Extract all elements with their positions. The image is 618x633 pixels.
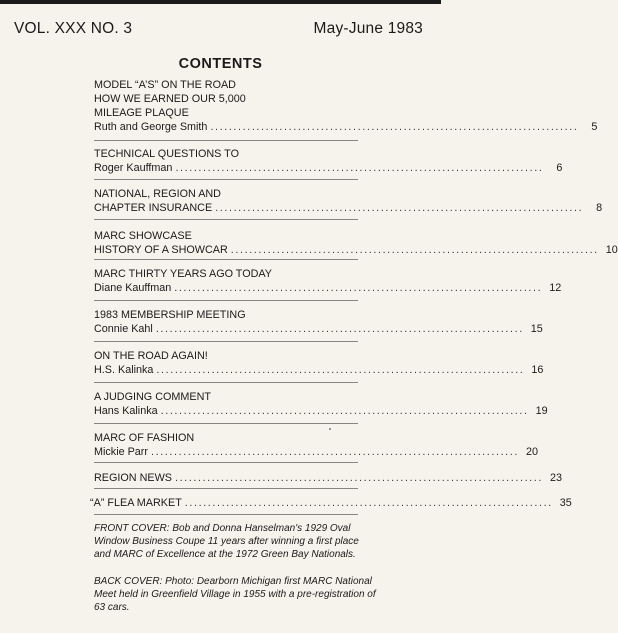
issue-date: May-June 1983 [313, 20, 423, 37]
entry-author: HISTORY OF A SHOWCAR [94, 244, 228, 256]
entry-title-line [94, 229, 352, 243]
entry-title-line [94, 147, 352, 161]
toc-entry[interactable] [94, 471, 562, 485]
entry-title: MILEAGE PLAQUE [94, 107, 189, 119]
entry-author-line [94, 120, 598, 134]
toc-entry[interactable] [94, 308, 543, 336]
toc-entry[interactable] [94, 78, 598, 134]
dot-leader: ................................................................................ [210, 121, 579, 133]
entry-author-line [94, 201, 603, 215]
entry-author: Diane Kauffman [94, 282, 172, 294]
entry-title: MARC OF FASHION [94, 432, 195, 444]
entry-title: TECHNICAL QUESTIONS TO [94, 148, 239, 160]
separator [94, 219, 358, 220]
dot-leader: ................................................................................ [175, 162, 544, 174]
back-cover-note: BACK COVER: Photo: Dearborn Michigan first MARC National Meet held in Greenfield Village in 1955 with a pre-registration of 63 cars. [94, 576, 376, 613]
entry-author-line [90, 496, 572, 510]
dot-leader: ................................................................................ [156, 364, 525, 376]
entry-author-line [94, 281, 562, 295]
entry-title: MARC SHOWCASE [94, 230, 192, 242]
entry-title-line [94, 308, 352, 322]
page-number: 19 [535, 405, 548, 417]
separator [94, 423, 358, 424]
separator [94, 462, 358, 463]
entry-author-line [94, 161, 563, 175]
entry-title-line [94, 78, 352, 92]
entry-author: CHAPTER INSURANCE [94, 202, 213, 214]
toc-entry[interactable] [94, 390, 548, 418]
contents-heading: CONTENTS [178, 56, 263, 72]
toc-entry[interactable] [90, 496, 572, 510]
entry-title: NATIONAL, REGION AND [94, 188, 221, 200]
toc-entry[interactable] [94, 229, 618, 257]
entry-author: Roger Kauffman [94, 162, 173, 174]
dot-leader: ................................................................................ [155, 323, 524, 335]
separator [94, 259, 358, 260]
entry-title-line [94, 106, 352, 120]
page-number: 20 [525, 446, 538, 458]
page-number: 10 [605, 244, 618, 256]
top-rule [0, 0, 441, 4]
entry-title: “A” FLEA MARKET [90, 497, 182, 509]
front-cover-note: FRONT COVER: Bob and Donna Hanselman's 1929 Oval Window Business Coupe 11 years after winning a first place and MARC of Excellence at the 1972 Green Bay Nationals. [94, 523, 359, 560]
entry-author: Ruth and George Smith [94, 121, 208, 133]
page-number: 35 [559, 497, 572, 509]
entry-title-line [94, 267, 352, 281]
toc-entry[interactable] [94, 187, 603, 215]
dot-leader: ................................................................................ [174, 472, 543, 484]
entry-author-line [94, 363, 544, 377]
page-number: 15 [530, 323, 543, 335]
separator [94, 341, 358, 342]
entry-author: Mickie Parr [94, 446, 148, 458]
toc-entry[interactable] [94, 431, 538, 459]
separator [94, 300, 358, 301]
dot-leader: ................................................................................ [230, 244, 599, 256]
entry-author: H.S. Kalinka [94, 364, 154, 376]
entry-title: REGION NEWS [94, 472, 172, 484]
page-number: 6 [556, 162, 563, 174]
page-number: 23 [549, 472, 562, 484]
page-number: 5 [591, 121, 598, 133]
volume-number: VOL. XXX NO. 3 [14, 20, 133, 37]
dot-leader: ................................................................................ [184, 497, 553, 509]
toc-entry[interactable] [94, 147, 563, 175]
entry-title: ON THE ROAD AGAIN! [94, 350, 208, 362]
separator [94, 488, 358, 489]
dot-leader: ................................................................................ [160, 405, 529, 417]
masthead [14, 20, 423, 38]
entry-title-line [94, 92, 352, 106]
page-number: 16 [531, 364, 544, 376]
separator [94, 382, 358, 383]
dot-leader: ................................................................................ [174, 282, 543, 294]
entry-author-line [94, 404, 548, 418]
separator [94, 179, 358, 180]
entry-title-line [94, 349, 352, 363]
entry-author-line [94, 322, 543, 336]
entry-title: A JUDGING COMMENT [94, 391, 211, 403]
page-number: 12 [549, 282, 562, 294]
entry-author: Connie Kahl [94, 323, 153, 335]
toc-entry[interactable] [94, 349, 544, 377]
dot-leader: ................................................................................ [151, 446, 519, 458]
entry-author: Hans Kalinka [94, 405, 158, 417]
entry-title-line [94, 431, 352, 445]
separator [94, 514, 358, 515]
entry-author-line [94, 471, 562, 485]
entry-author-line [94, 445, 538, 459]
paper-speck [329, 428, 331, 430]
page-number: 8 [596, 202, 603, 214]
entry-title: MODEL “A’S” ON THE ROAD [94, 79, 236, 91]
entry-title: 1983 MEMBERSHIP MEETING [94, 309, 246, 321]
entry-title-line [94, 390, 352, 404]
entry-author-line [94, 243, 618, 257]
entry-title-line [94, 187, 352, 201]
separator [94, 140, 358, 141]
dot-leader: ................................................................................ [215, 202, 584, 214]
toc-entry[interactable] [94, 267, 562, 295]
entry-title: MARC THIRTY YEARS AGO TODAY [94, 268, 273, 280]
entry-title: HOW WE EARNED OUR 5,000 [94, 93, 246, 105]
